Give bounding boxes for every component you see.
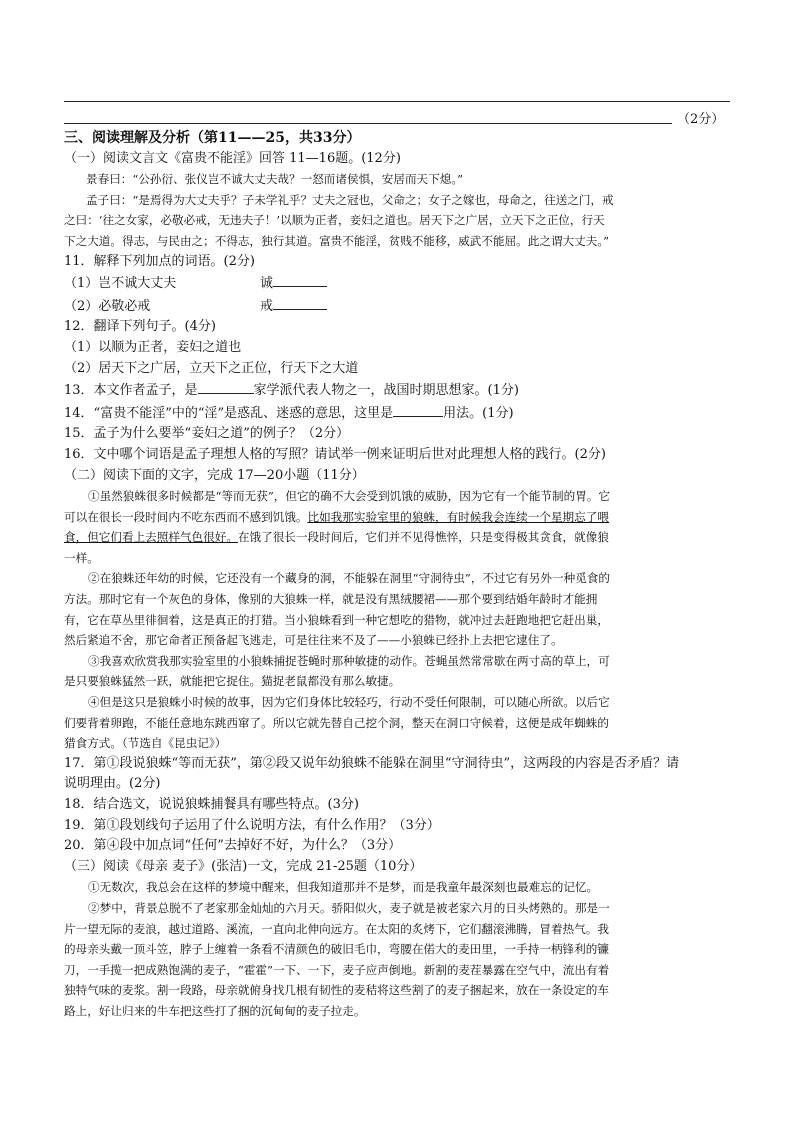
part-1-intro: （一）阅读文言文《富贵不能淫》回答 11—16题。(12分) [64, 150, 401, 166]
question-16: 16．文中哪个词语是孟子理想人格的写照？请试举一例来证明后世对此理想人格的践行。(2分) [64, 446, 606, 462]
question-12-2: （2）居天下之广居，立天下之正位，行天下之大道 [64, 360, 359, 376]
mother-paragraph-1: ①无数次，我总会在这样的梦境中醒来，但我知道那并不是梦，而是我童年最深刻也最难忘的记忆。 [88, 880, 599, 895]
paragraph-text: 可以在很长一段时间内不吃东西而不感到饥饿。 [64, 509, 308, 524]
paragraph-1-line: 一样。 [64, 550, 99, 565]
question-13 [64, 379, 730, 402]
part-2-intro: （二）阅读下面的文字，完成 17—20小题（11分） [64, 467, 365, 483]
question-13-text: 13．本文作者孟子，是 [64, 383, 198, 399]
question-20: 20．第④段中加点词“任何”去掉好不好，为什么？（3分） [64, 838, 402, 854]
paragraph-2-line: ②在狼蛛还年幼的时候，它还没有一个藏身的洞，不能躲在洞里“守洞待虫”，不过它有另外一种觅食的 [88, 571, 610, 586]
mother-paragraph-2-line: 路上，好让归来的牛车把这些打了捆的沉甸甸的麦子拉走。 [64, 1003, 366, 1018]
answer-line [64, 123, 672, 124]
paragraph-text: 在饿了很长一段时间后，它们并不见得憔悴，只是变得极其贪食，就像狼 [237, 530, 609, 545]
passage-line: 之曰：‘往之女家，必敬必戒，无违夫子！’以顺为正者，妾妇之道也。居天下之广居，立天下之正位，行天 [64, 213, 605, 228]
paragraph-3-line: ③我喜欢欣赏我那实验室里的小狼蛛捕捉苍蝇时那种敏捷的动作。苍蝇虽然常常歇在两寸高的草上，可 [88, 653, 610, 668]
underlined-sentence: 食，但它们看上去照样气色很好。 [64, 530, 238, 545]
question-11: 11．解释下列加点的词语。(2分) [64, 253, 255, 269]
paragraph-2-line: 然后紧追不舍，那它命者正预备起飞逃走，可是往往来不及了——小狼蛛已经扑上去把它逮住了。 [64, 633, 563, 648]
section-title: 三、阅读理解及分析（第11——25，共33分） [64, 130, 361, 146]
mother-paragraph-2-line: 的母亲头戴一顶斗笠，脖子上缠着一条看不清颜色的破旧毛巾，弯腰在偌大的麦田里，一手持一柄锋利的镰 [64, 942, 609, 957]
question-11-1-word: 诚 [260, 276, 274, 292]
paragraph-4-line: ④但是这只是狼蛛小时候的故事，因为它们身体比较轻巧，行动不受任何限制，可以随心所欲。以后它 [88, 695, 610, 710]
mother-paragraph-2-line: 独特气味的麦浆。割一段路，母亲就俯身找几根有韧性的麦秸将这些割了的麦子捆起来，放在一条设定的车 [64, 983, 609, 998]
answer-blank[interactable] [393, 402, 443, 417]
question-14-text: 用法。(1分) [443, 405, 514, 421]
part-3-intro: （三）阅读《母亲 麦子》(张洁)一文，完成 21-25题（10分） [64, 858, 423, 874]
question-11-2-word: 戒 [260, 298, 274, 314]
answer-blank[interactable] [198, 379, 254, 394]
paragraph-2-line: 有，它在草丛里徘徊着，这是真正的打猎。当小狼蛛看到一种它想吃的猎物，就冲过去赶跑地把它赶出巢， [64, 612, 609, 627]
answer-line [64, 101, 730, 102]
question-13-text: 家学派代表人物之一，战国时期思想家。(1分) [253, 383, 519, 399]
question-11-2 [64, 295, 730, 318]
question-12: 12．翻译下列句子。(4分) [64, 319, 216, 335]
points-label: （2分） [677, 112, 725, 127]
passage-line: 下之大道。得志，与民由之；不得志，独行其道。富贵不能淫，贫贱不能移，威武不能屈。此之谓大丈夫。” [64, 233, 610, 248]
passage-line: 景春曰：“公孙衍、张仪岂不诚大丈夫哉？一怒而诸侯惧，安居而天下熄。” [86, 172, 464, 187]
paragraph-1-line: ①虽然狼蛛很多时候都是“等而无获”，但它的确不大会受到饥饿的威胁，因为它有一个能节制的胃。它 [88, 489, 610, 504]
question-17: 17．第①段说狼蛛“等而无获”，第②段又说年幼狼蛛不能躲在洞里“守洞待虫”，这两段的内容是否矛盾？请 [64, 755, 680, 771]
paragraph-4-line: 猎食方式。（节选自《昆虫记》） [64, 736, 227, 751]
paragraph-1-line [64, 527, 730, 548]
mother-paragraph-2-line: 刀，一手揽一把成熟饱满的麦子，“霍霍”一下、一下，麦子应声倒地。新割的麦茬暴露在空气中，流出有着 [64, 962, 610, 977]
answer-blank[interactable] [273, 295, 327, 310]
answer-blank[interactable] [273, 272, 327, 287]
question-14-text: 14．“富贵不能淫”中的“淫”是惑乱、迷惑的意思，这里是 [64, 405, 394, 421]
question-17: 说明理由。(2分) [64, 776, 161, 792]
question-11-2-label: （2）必敬必戒 [64, 298, 151, 314]
mother-paragraph-2-line: 片一望无际的麦浪，越过道路、溪流，一直向北伸向远方。在太阳的炙烤下，它们翻滚沸腾，冒着热气。我 [64, 921, 609, 936]
paragraph-1-line [64, 507, 730, 528]
passage-line: 孟子曰：“是焉得为大丈夫乎？子未学礼乎？丈夫之冠也，父命之；女子之嫁也，母命之，往送之门，戒 [86, 192, 614, 207]
mother-paragraph-2-line: ②梦中，背景总脱不了老家那金灿灿的六月天。骄阳似火，麦子就是被老家六月的日头烤熟的。那是一 [88, 900, 610, 915]
question-11-1-label: （1）岂不诚大丈夫 [64, 276, 177, 292]
paragraph-2-line: 方法。那时它有一个灰色的身体，像别的大狼蛛一样，就是没有黑绒腰裙——那个要到结婚年龄时才能拥 [64, 592, 598, 607]
question-14 [64, 402, 730, 425]
paragraph-3-line: 是只要狼蛛猛然一跃，就能把它捉住。猫捉老鼠都没有那么敏捷。 [64, 674, 401, 689]
question-11-1 [64, 272, 730, 295]
question-12-1: （1）以顺为正者，妾妇之道也 [64, 339, 242, 355]
paragraph-4-line: 们要背着卵跑，不能任意地东跳西窜了。所以它就先替自己挖个洞，整天在洞口守候着，这便是成年蜘蛛的 [64, 715, 609, 730]
question-15: 15．孟子为什么要举“妾妇之道”的例子？（2分） [64, 426, 350, 442]
underlined-sentence: 比如我那实验室里的狼蛛，有时候我会连续一个星期忘了喂 [307, 509, 609, 524]
question-19: 19．第①段划线句子运用了什么说明方法，有什么作用？（3分） [64, 817, 440, 833]
section-3 [64, 128, 730, 1022]
question-18: 18．结合选文，说说狼蛛捕餐具有哪些特点。(3分) [64, 797, 359, 812]
